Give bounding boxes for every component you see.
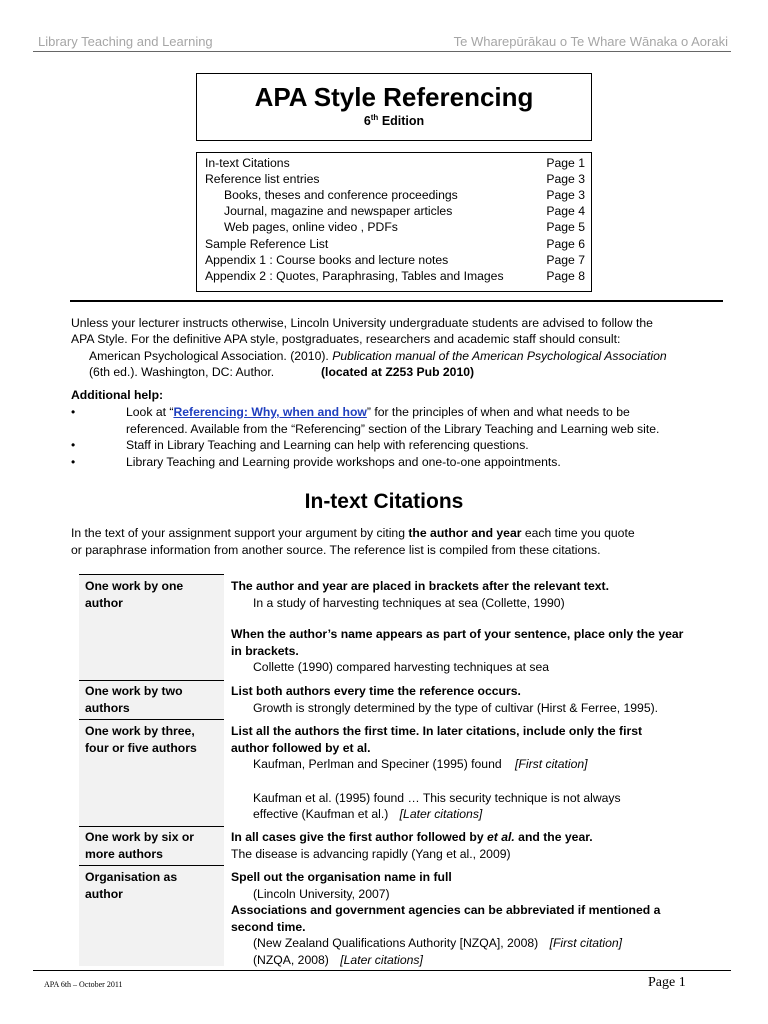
row-label: Organisation as author xyxy=(85,870,178,901)
row-divider xyxy=(79,865,224,866)
row-content: In all cases give the first author followed by et al. and the year. The disease is advancing rapidly (Yang et al., 2009) xyxy=(231,830,593,861)
document-title: APA Style Referencing xyxy=(254,82,534,112)
help-item: Library Teaching and Learning provide workshops and one-to-one appointments. xyxy=(126,455,561,469)
row-content: Spell out the organisation name in full (Lincoln University, 2007) Associations and government agencies can be abbreviated if mentioned a second time. (New Zealand Qualifications Authority [NZQA], 2008) [First citation] (NZQA, 2008) [Later citations] xyxy=(231,870,661,967)
title-box xyxy=(196,73,592,141)
apa-manual-reference-cont: (6th ed.). Washington, DC: Author. (located at Z253 Pub 2010) xyxy=(89,365,475,379)
row-label: One work by one author xyxy=(85,579,184,610)
table-of-contents xyxy=(196,152,592,292)
section-intro-line: or paraphrase information from another source. The reference list is compiled from these citations. xyxy=(71,543,601,557)
toc-item[interactable]: In-text Citations Page 1 xyxy=(205,156,585,170)
section-heading: In-text Citations xyxy=(304,490,464,513)
additional-help-heading: Additional help: xyxy=(71,388,164,402)
intro-line: APA Style. For the definitive APA style, postgraduates, researchers and academic staff should consult: xyxy=(71,332,621,346)
referencing-guide-link[interactable]: Referencing: Why, when and how xyxy=(173,405,367,419)
section-intro-line: In the text of your assignment support your argument by citing the author and year each time you quote xyxy=(71,526,635,540)
help-item-cont: referenced. Available from the “Referencing” section of the Library Teaching and Learning web site. xyxy=(126,422,660,436)
row-content: List both authors every time the reference occurs. Growth is strongly determined by the type of cultivar (Hirst & Ferree, 1995). xyxy=(231,684,659,715)
footer-rule xyxy=(33,970,731,971)
intro-line: Unless your lecturer instructs otherwise, Lincoln University undergraduate students are advised to follow the xyxy=(71,316,653,330)
bullet-icon: • xyxy=(71,438,76,452)
page-number: Page 1 xyxy=(648,975,686,990)
toc-item[interactable]: Sample Reference List Page 6 xyxy=(205,237,585,251)
row-divider xyxy=(79,826,224,827)
toc-item[interactable]: Journal, magazine and newspaper articles Page 4 xyxy=(224,204,585,218)
bullet-icon: • xyxy=(71,405,76,419)
toc-item[interactable]: Books, theses and conference proceedings Page 3 xyxy=(224,188,585,202)
toc-item[interactable]: Reference list entries Page 3 xyxy=(205,172,585,186)
help-item: Staff in Library Teaching and Learning can help with referencing questions. xyxy=(126,438,529,452)
row-label: One work by two authors xyxy=(85,684,183,715)
row-divider xyxy=(79,719,224,720)
footer-left: APA 6th – October 2011 xyxy=(44,980,123,989)
header-right: Te Wharepūrākau o Te Whare Wānaka o Aoraki xyxy=(453,34,728,49)
section-divider xyxy=(70,300,723,302)
help-item: Look at “Referencing: Why, when and how” for the principles of when and what needs to be xyxy=(126,405,630,419)
header-rule xyxy=(33,51,731,52)
apa-manual-reference: American Psychological Association. (2010). Publication manual of the American Psychological Association xyxy=(89,349,667,363)
edition-label: 6th Edition xyxy=(363,113,425,129)
bullet-icon: • xyxy=(71,455,76,469)
table-label-column xyxy=(79,574,224,966)
row-divider xyxy=(79,680,224,681)
row-label: One work by three, four or five authors xyxy=(85,724,197,755)
row-content: List all the authors the first time. In later citations, include only the first author followed by et al. Kaufman, Perlman and Speciner (1995) found [First citation] Kaufman et al. (1995) found … This security technique is not always effective (Kaufman et al.) [Later citations] xyxy=(231,724,643,821)
row-divider xyxy=(79,574,224,575)
row-label: One work by six or more authors xyxy=(85,830,195,861)
header-left: Library Teaching and Learning xyxy=(38,34,213,49)
toc-item[interactable]: Web pages, online video , PDFs Page 5 xyxy=(224,220,585,234)
toc-item[interactable]: Appendix 2 : Quotes, Paraphrasing, Tables and Images Page 8 xyxy=(205,269,585,283)
toc-item[interactable]: Appendix 1 : Course books and lecture notes Page 7 xyxy=(205,253,585,267)
row-content: The author and year are placed in brackets after the relevant text. In a study of harvesting techniques at sea (Collette, 1990) When the author’s name appears as part of your sentence, place only the year in brackets. Collette (1990) compared harvesting techniques at sea xyxy=(231,579,684,674)
